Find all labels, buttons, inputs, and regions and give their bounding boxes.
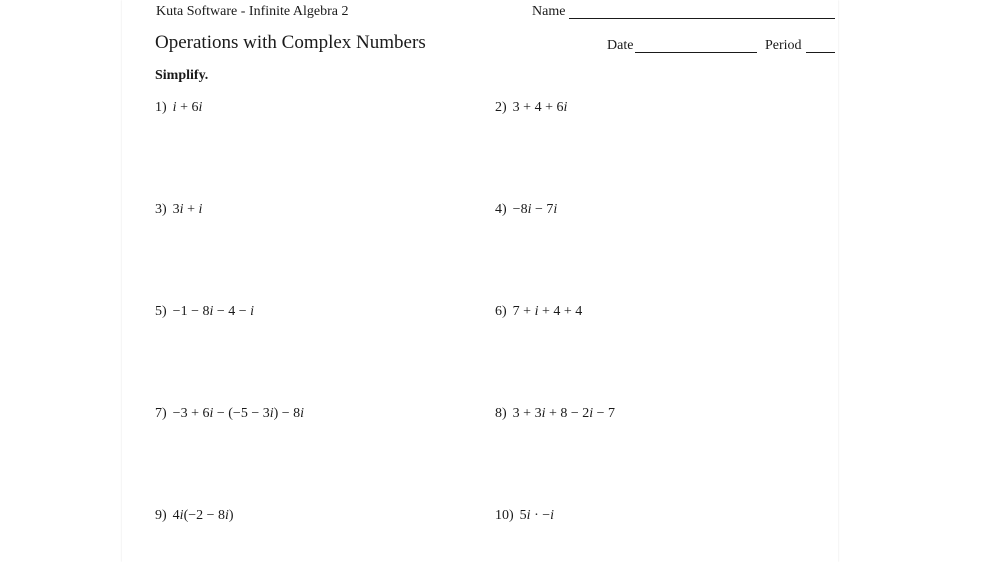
problem-7: [155, 406, 304, 422]
worksheet-page: [122, 0, 838, 562]
problem-expression: 3 + 3i + 8 − 2i − 7: [512, 406, 616, 421]
period-line[interactable]: [806, 52, 835, 53]
problem-number: 9): [155, 508, 167, 523]
problem-number: 3): [155, 202, 167, 217]
instruction: Simplify.: [155, 68, 209, 83]
problem-10: [495, 508, 554, 524]
problem-4: [495, 202, 557, 218]
problem-9: [155, 508, 234, 524]
problem-expression: 7 + i + 4 + 4: [512, 304, 583, 319]
problem-3: [155, 202, 202, 218]
problem-number: 7): [155, 406, 167, 421]
problem-1: [155, 100, 202, 116]
problem-expression: 3 + 4 + 6i: [512, 100, 568, 115]
problem-8: [495, 406, 615, 422]
problem-number: 10): [495, 508, 514, 523]
problem-expression: 5i · −i: [519, 508, 555, 523]
problem-expression: 4i(−2 − 8i): [172, 508, 234, 523]
problem-expression: −1 − 8i − 4 − i: [172, 304, 255, 319]
problem-number: 2): [495, 100, 507, 115]
problem-5: [155, 304, 254, 320]
problem-number: 5): [155, 304, 167, 319]
problem-expression: 3i + i: [172, 202, 203, 217]
name-line[interactable]: [569, 18, 835, 19]
software-label: Kuta Software - Infinite Algebra 2: [156, 4, 349, 19]
problem-number: 1): [155, 100, 167, 115]
problem-number: 8): [495, 406, 507, 421]
problem-expression: −8i − 7i: [512, 202, 558, 217]
problem-6: [495, 304, 582, 320]
problem-2: [495, 100, 567, 116]
worksheet-title: Operations with Complex Numbers: [155, 32, 426, 53]
period-label: Period: [765, 38, 802, 53]
name-label: Name: [532, 4, 566, 19]
problem-number: 4): [495, 202, 507, 217]
problem-number: 6): [495, 304, 507, 319]
date-line[interactable]: [635, 52, 757, 53]
date-label: Date: [607, 38, 634, 53]
problem-expression: −3 + 6i − (−5 − 3i) − 8i: [172, 406, 305, 421]
problem-expression: i + 6i: [172, 100, 203, 115]
